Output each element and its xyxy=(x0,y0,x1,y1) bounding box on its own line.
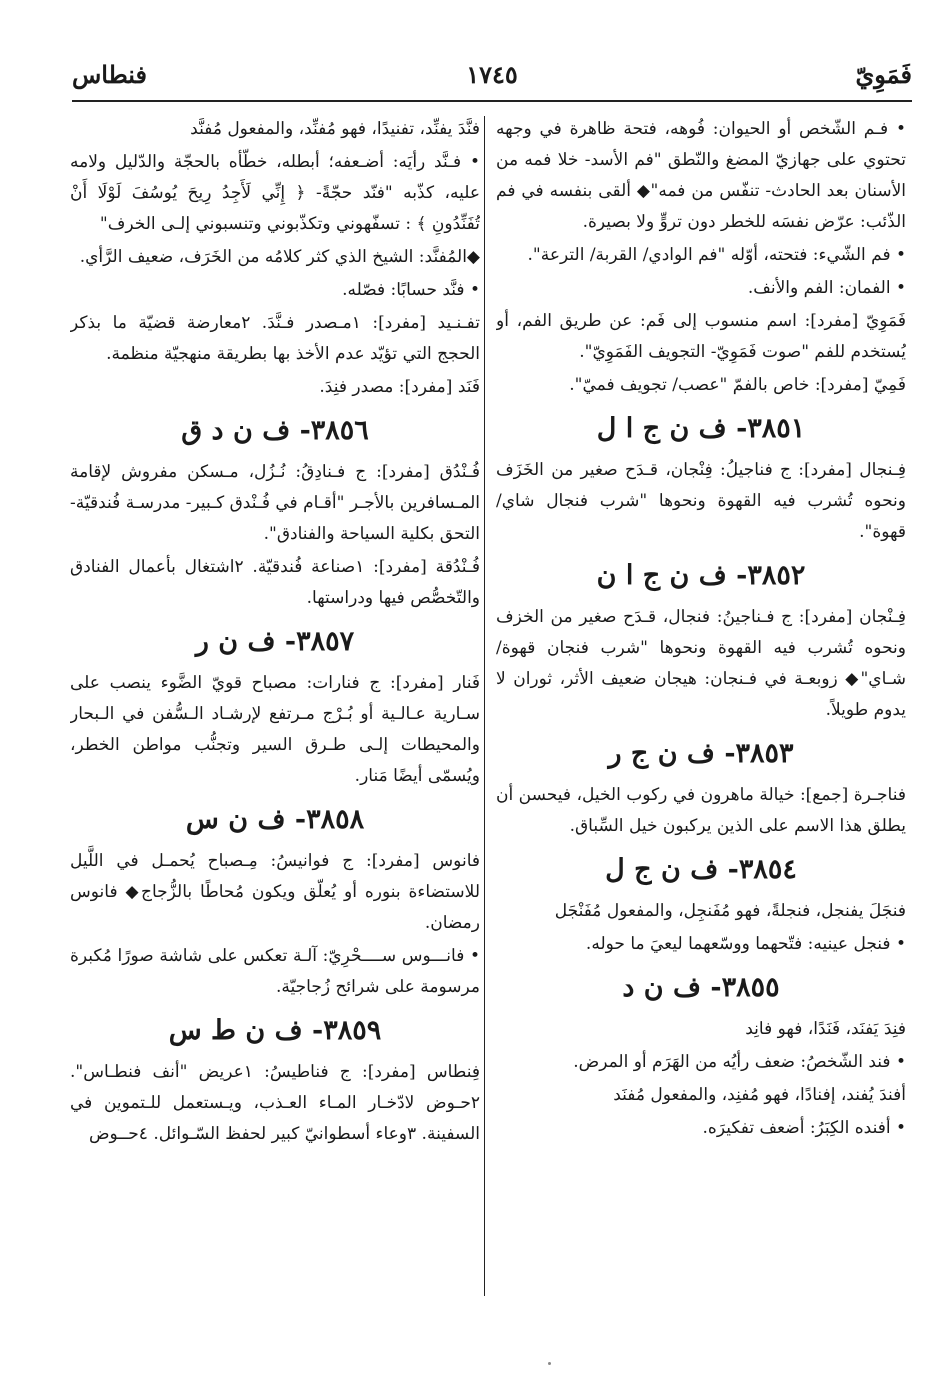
entry-paragraph: • فند الشّخصُ: ضعف رأيُه من الهَرَم أو المرض. xyxy=(573,1052,906,1072)
root-heading: ٣٨٥٧- ف ن ر xyxy=(195,626,355,657)
root-heading: ٣٨٥٦- ف ن د ق xyxy=(181,415,369,446)
left-column xyxy=(70,114,480,1304)
header-rule xyxy=(72,100,912,102)
entry-paragraph: فِـنْجان [مفرد]: ج فـناجينُ: فنجال، قـدَح صغير من الخزف ونحوه تُشرب فيه القهوة ونحوها "شرب فنجان قهوة/ شـاي"◆ زوبعـة في فـنجان: هيجان ضعيف الأثر، ثوران لا يدوم طويلاً. xyxy=(496,607,906,720)
entry-paragraph: • أفنده الكِبَرُ: أضعف تفكيرَه. xyxy=(702,1118,906,1138)
entry-paragraph: فناجـرة [جمع]: خيالة ماهرون في ركوب الخيل، فيحسن أن يطلق هذا الاسم على الذين يركبون خيل السِّباق. xyxy=(496,785,906,836)
entry-paragraph: • فنَّد حسابًا: فصّله. xyxy=(342,280,480,300)
entry-paragraph: فنِدَ يَفنَد، فَنَدًا، فهو فانِد xyxy=(745,1019,906,1039)
entry-paragraph: فُـنْدُقة [مفرد]: ١صناعة فُندقيّة. ٢اشتغال بأعمال الفنادق والتّخصُّص فيها ودراستها. xyxy=(70,557,480,608)
root-heading: ٣٨٥٥- ف ن د xyxy=(622,972,780,1003)
page-number: ١٧٤٥ xyxy=(466,59,518,89)
scan-speck xyxy=(548,1362,551,1365)
page-header xyxy=(72,50,912,98)
entry-paragraph: فنجَلَ يفنجل، فنجلةً، فهو مُفَنجِل، والمفعول مُفَنْجَل xyxy=(554,901,906,921)
entry-paragraph: • فانـــوس ســــحْرِيّ: آلـة تعكس على شاشة صورًا مُكبرة مرسومة على شرائح زُجاجيّة. xyxy=(70,946,480,997)
header-first-entry: فَمَوِيّ xyxy=(855,59,912,89)
entry-paragraph: • فم الشّيء: فتحته، أوّله "فم الوادي/ القربة/ الترعة". xyxy=(527,245,906,265)
entry-paragraph: أفندَ يُفند، إفنادًا، فهو مُفنِد، والمفعول مُفنَد xyxy=(613,1085,906,1105)
header-last-entry: فنطاس xyxy=(72,59,148,89)
entry-paragraph: فُـنْدُق [مفرد]: ج فـنادِقُ: نُـزُل، مـسكن مفروش لإقامة المـسافرين بالأجـر "أقـام في فُـنْدق كـبير- مدرسـة فُندقيّة- التحق بكلية السياحة والفنادق". xyxy=(70,462,480,544)
entry-paragraph: فنَّدَ يفنِّد، تفنيدًا، فهو مُفنِّد، والمفعول مُفنَّد xyxy=(190,119,480,139)
root-heading: ٣٨٥٩- ف ن ط س xyxy=(168,1015,382,1046)
root-heading: ٣٨٥١- ف ن ج ا ل xyxy=(596,413,806,444)
entry-paragraph: فَنار [مفرد]: ج فنارات: مصباح قويّ الضَّوء ينصب على سـارية عـالـية أو بُـرْج مـرتفع لإرشـاد الـسُّفن في الـبحار والمحيطات إلـى طـرق السير وتجنُّب مواطن الخطر، ويُسمّى أيضًا مَنار. xyxy=(70,673,480,786)
entry-paragraph: فِنطاس [مفرد]: ج فناطيسُ: ١عريض "أنف فنطـاس". ٢حـوض لادّخـار المـاء العـذب، ويـستعمل للـتموين في السفينة. ٣وعاء أسطوانيّ كبير لحفظ السّـوائل. ٤حــوض xyxy=(70,1062,480,1144)
entry-paragraph: • فنجل عينيه: فتّحهما ووسّعهما ليعيَ ما حوله. xyxy=(585,934,906,954)
entry-paragraph: فِـنجال [مفرد]: ج فناجيلُ: فِنْجان، قـدَح صغير من الخَزَف ونحوه تُشرب فيه القهوة ونحوها "شرب فنجال شاي/ قهوة". xyxy=(496,460,906,542)
entry-paragraph: تفـنـيد [مفرد]: ١مـصدر فـنَّدَ. ٢معارضة قضيّة ما بذكر الحجج التي تؤيّد عدم الأخذ بها بطريقة منهجيّة منظمة. xyxy=(70,313,480,364)
root-heading: ٣٨٥٤- ف ن ج ل xyxy=(605,854,797,885)
column-divider xyxy=(484,116,485,1296)
entry-paragraph: فَمِيّ [مفرد]: خاص بالفمّ "عصب/ تجويف فميّ". xyxy=(569,375,906,395)
entry-paragraph: • الفمان: الفم والأنف. xyxy=(747,278,906,298)
root-heading: ٣٨٥٨- ف ن س xyxy=(185,804,365,835)
entry-paragraph: • فـنَّد رأيَه: أضـعفه؛ أبطله، خطّأه بالحجّة والدّليل ولامه عليه، كذّبه "فنّد حجّةً- ﴿ إِنِّي لَأَجِدُ رِيحَ يُوسُفَ لَوْلَا أَنْ تُفَنِّدُونِ ﴾ : تسفّهوني وتكذّبوني وتنسبوني إلـى الخرف" xyxy=(70,152,480,234)
root-heading: ٣٨٥٣- ف ن ج ر xyxy=(608,738,794,769)
entry-paragraph: • فـم الشّخص أو الحيوان: فُوهه، فتحة ظاهرة في وجهه تحتوي على جهازيّ المضغ والنّطق "فم الأسد- خلا فمه من الأسنان بعد الحادث- تنفّس من فمه"◆ ألقى بنفسه في فم الذّئب: عرّض نفسَه للخطر دون تروٍّ ولا بصيرة. xyxy=(496,119,906,232)
entry-paragraph: فانوس [مفرد]: ج فوانيسُ: مِـصباح يُحمـل في اللَّيل للاستضاءة بنوره أو يُعلّق ويكون مُحاطًا بالزُّجاج◆ فانوس رمضان. xyxy=(70,851,480,933)
entry-paragraph: فَمَوِيّ [مفرد]: اسم منسوب إلى فَم: عن طريق الفم، أو يُستخدم للفم "صوت فَمَوِيّ- التجويف الفَمَوِيّ". xyxy=(496,311,906,362)
right-column xyxy=(496,114,906,1304)
root-heading: ٣٨٥٢- ف ن ج ا ن xyxy=(596,560,806,591)
entry-paragraph: ◆المُفنَّد: الشيخ الذي كثر كلامُه من الخَرَف، ضعيف الرَّأي. xyxy=(79,247,480,267)
entry-paragraph: فَنَد [مفرد]: مصدر فنِدَ. xyxy=(319,377,480,397)
